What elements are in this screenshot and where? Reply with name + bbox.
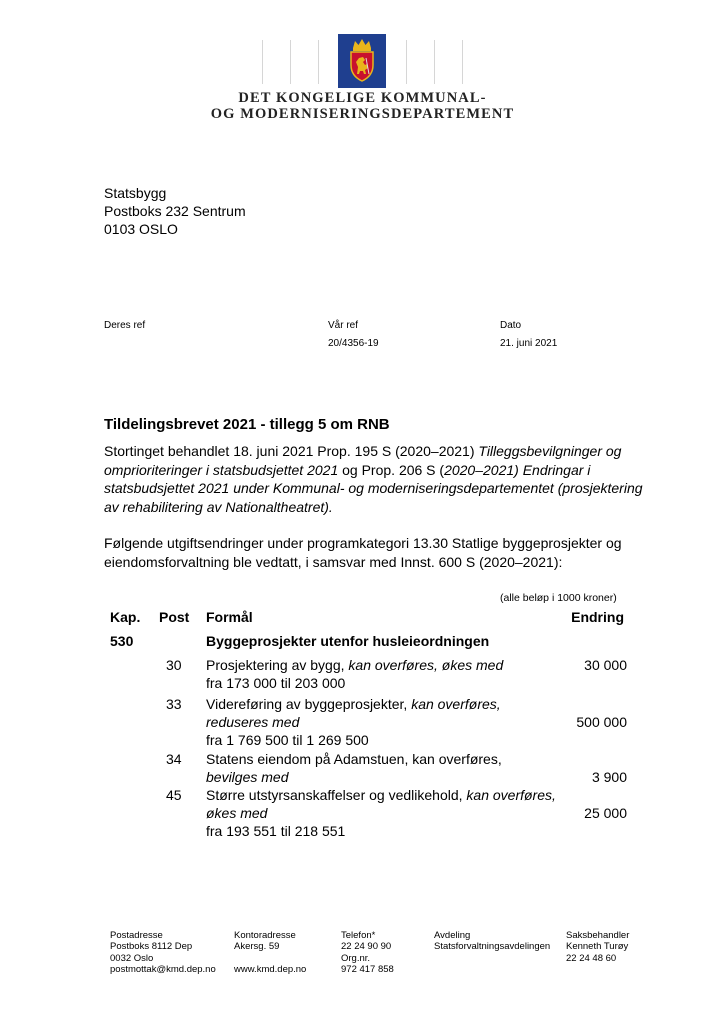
chapter-kap: 530	[110, 633, 134, 649]
crest-underline	[338, 84, 386, 86]
row-description	[206, 656, 556, 692]
dato-label: Dato	[500, 320, 522, 331]
header-guide-line	[406, 40, 407, 84]
footer-line: 22 24 48 60	[566, 952, 617, 964]
row-sub: fra 193 551 til 218 551	[206, 823, 346, 839]
row-description	[206, 786, 556, 840]
chapter-title: Byggeprosjekter utenfor husleieordningen	[206, 633, 490, 649]
footer-line: Avdeling	[434, 930, 471, 941]
unit-note: (alle beløp i 1000 kroner)	[500, 592, 617, 604]
col-header-endring: Endring	[571, 609, 624, 625]
footer-line: 0032 Oslo	[110, 952, 154, 964]
intro-text-c: og Prop. 206 S (	[338, 461, 445, 478]
row-italic: kan overføres, økes med	[348, 657, 504, 673]
intro-text-a: Stortinget behandlet 18. juni 2021 Prop. 195 S (2020–2021)	[104, 443, 479, 459]
row-description	[206, 750, 556, 786]
header-guide-line	[462, 40, 463, 84]
footer-line: Akersg. 59	[234, 941, 280, 953]
footer-postadresse	[110, 930, 216, 975]
header-guide-line	[290, 40, 291, 84]
var-ref-value: 20/4356-19	[328, 338, 379, 349]
header-guide-line	[434, 40, 435, 84]
row-text: Statens eiendom på Adamstuen, kan overføres,	[206, 751, 502, 767]
row-italic: kan overføres, økes med	[206, 787, 556, 821]
footer-saksbehandler	[566, 930, 629, 964]
footer-line: Org.nr.	[341, 952, 371, 964]
footer-telefon	[341, 930, 394, 975]
row-text: Prosjektering av bygg,	[206, 657, 349, 673]
header-guide-line	[262, 40, 263, 84]
footer-line: Kenneth Turøy	[566, 941, 629, 953]
coat-of-arms-icon	[338, 34, 386, 88]
recipient-name: Statsbygg	[104, 185, 167, 201]
recipient-address	[104, 184, 246, 238]
footer-line: Postadresse	[110, 930, 163, 941]
recipient-street: Postboks 232 Sentrum	[104, 203, 246, 219]
row-sub: fra 1 769 500 til 1 269 500	[206, 732, 369, 748]
row-amount: 3 900	[591, 769, 627, 785]
row-amount: 500 000	[576, 714, 627, 730]
header-guide-line	[318, 40, 319, 84]
decision-paragraph: Følgende utgiftsendringer under programkategori 13.30 Statlige byggeprosjekter og eiendomsforvaltning ble vedtatt, i samsvar med Innst. 600 S (2020–2021):	[104, 535, 622, 570]
footer-line: Kontoradresse	[234, 930, 296, 941]
footer-avdeling	[434, 930, 550, 953]
row-amount: 25 000	[584, 805, 627, 821]
col-header-post: Post	[159, 609, 190, 625]
footer-email-link[interactable]: postmottak@kmd.dep.no	[110, 963, 216, 975]
footer-line: Postboks 8112 Dep	[110, 941, 193, 953]
row-post: 34	[166, 751, 182, 767]
recipient-city: 0103 OSLO	[104, 221, 178, 237]
intro-paragraph	[104, 442, 644, 516]
row-text: Større utstyrsanskaffelser og vedlikehold,	[206, 787, 467, 803]
footer-line: 22 24 90 90	[341, 941, 392, 953]
row-post: 30	[166, 657, 182, 673]
footer-line: 972 417 858	[341, 963, 394, 975]
deres-ref-label: Deres ref	[104, 320, 146, 331]
row-italic: kan overføres, reduseres med	[206, 696, 501, 730]
footer-line: Statsforvaltningsavdelingen	[434, 941, 551, 953]
intro-text-d: 2020–2021) Endringar i statsbudsjettet 2021 under Kommunal- og moderniseringsdepartementet (prosjektering av rehabilitering av Nationaltheatret).	[104, 461, 643, 515]
row-italic: bevilges med	[206, 769, 289, 785]
intro-text-b: Tilleggsbevilgninger og omprioriteringer i statsbudsjettet 2021	[104, 443, 622, 478]
row-post: 33	[166, 696, 182, 712]
row-text: Videreføring av byggeprosjekter,	[206, 696, 412, 712]
col-header-kap: Kap.	[110, 609, 141, 625]
col-header-formal: Formål	[206, 609, 253, 625]
footer-kontoradresse	[234, 930, 306, 975]
footer-line: Telefon*	[341, 930, 376, 941]
dato-value: 21. juni 2021	[500, 338, 558, 349]
ministry-name-line1: DET KONGELIGE KOMMUNAL-	[238, 90, 487, 106]
letter-title: Tildelingsbrevet 2021 - tillegg 5 om RNB	[104, 416, 390, 433]
row-description	[206, 695, 556, 749]
footer-line	[234, 953, 306, 964]
ministry-name-line2: OG MODERNISERINGSDEPARTEMENT	[210, 106, 515, 122]
row-post: 45	[166, 787, 182, 803]
row-sub: fra 173 000 til 203 000	[206, 675, 346, 691]
var-ref-label: Vår ref	[328, 320, 359, 331]
footer-web-link[interactable]: www.kmd.dep.no	[234, 963, 307, 975]
footer-line: Saksbehandler	[566, 930, 630, 941]
row-amount: 30 000	[584, 657, 627, 673]
